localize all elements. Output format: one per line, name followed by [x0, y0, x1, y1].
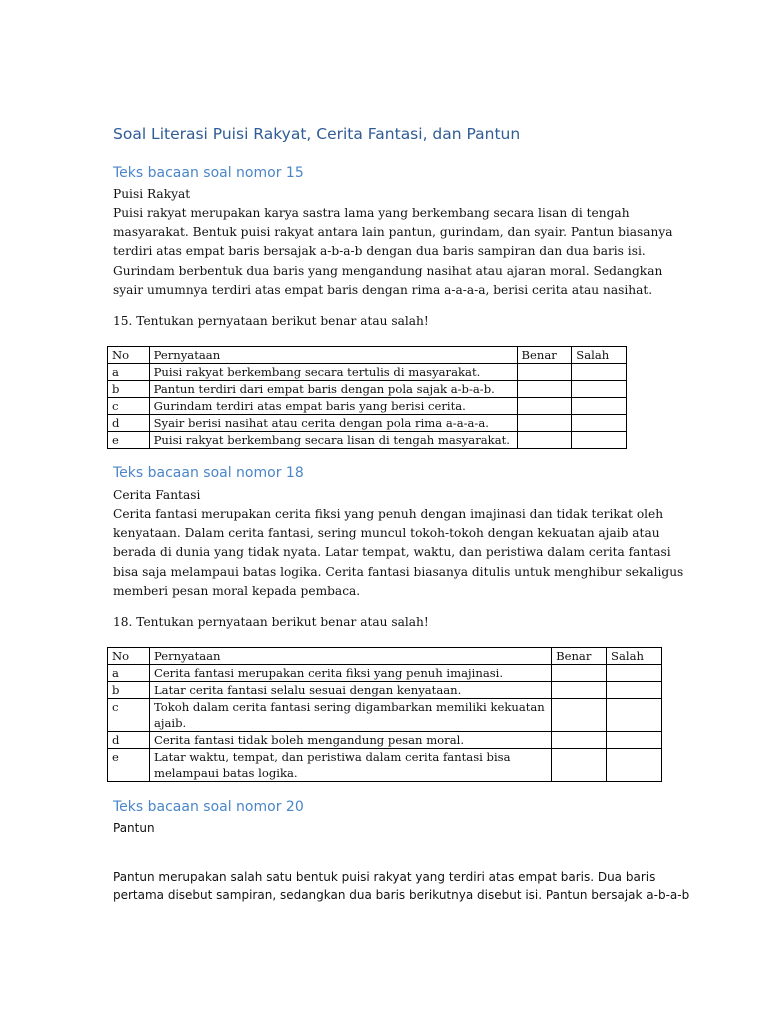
col-false-header: Salah: [572, 347, 627, 364]
table-row: [108, 682, 662, 699]
question-18-table: [107, 647, 662, 782]
section-20-subtitle: Pantun: [113, 821, 155, 835]
row-statement: Puisi rakyat berkembang secara lisan di tengah masyarakat.: [149, 432, 517, 449]
col-true-header: Benar: [517, 347, 572, 364]
section-15-paragraph: [113, 204, 673, 300]
false-cell[interactable]: [572, 398, 627, 415]
row-no: a: [108, 665, 150, 682]
false-cell[interactable]: [572, 432, 627, 449]
true-cell[interactable]: [552, 699, 607, 732]
false-cell[interactable]: [572, 415, 627, 432]
true-cell[interactable]: [517, 415, 572, 432]
paragraph-line: terdiri atas empat baris bersajak a-b-a-b dengan dua baris sampiran dan dua baris isi.: [113, 244, 646, 259]
paragraph-line: Pantun merupakan salah satu bentuk puisi rakyat yang terdiri atas empat baris. Dua baris: [113, 870, 656, 884]
false-cell[interactable]: [607, 682, 662, 699]
paragraph-line: berada di dunia yang tidak nyata. Latar tempat, waktu, dan peristiwa dalam cerita fantasi: [113, 545, 671, 560]
table-header-row: [108, 648, 662, 665]
table-header-row: [108, 347, 627, 364]
paragraph-line: bisa saja melampaui batas logika. Cerita fantasi biasanya ditulis untuk menghibur sekaligus: [113, 564, 684, 579]
section-20-heading: Teks bacaan soal nomor 20: [113, 799, 304, 815]
col-no-header: No: [108, 648, 150, 665]
row-no: c: [108, 398, 150, 415]
true-cell[interactable]: [517, 381, 572, 398]
paragraph-line: pertama disebut sampiran, sedangkan dua baris berikutnya disebut isi. Pantun bersajak a-b-a-b: [113, 888, 690, 902]
paragraph-line: Puisi rakyat merupakan karya sastra lama yang berkembang secara lisan di tengah: [113, 206, 630, 220]
true-cell[interactable]: [552, 665, 607, 682]
false-cell[interactable]: [607, 665, 662, 682]
paragraph-line: Gurindam berbentuk dua baris yang mengandung nasihat atau ajaran moral. Sedangkan: [113, 263, 663, 278]
table-row: [108, 381, 627, 398]
true-cell[interactable]: [517, 432, 572, 449]
paragraph-line: syair umumnya terdiri atas empat baris dengan rima a-a-a-a, berisi cerita atau nasihat.: [113, 282, 653, 297]
section-18-heading: Teks bacaan soal nomor 18: [113, 465, 304, 481]
table-row: [108, 699, 662, 732]
false-cell[interactable]: [607, 749, 662, 782]
paragraph-line: kenyataan. Dalam cerita fantasi, sering muncul tokoh-tokoh dengan kekuatan ajaib atau: [113, 526, 660, 541]
row-no: a: [108, 364, 150, 381]
true-cell[interactable]: [517, 364, 572, 381]
false-cell[interactable]: [572, 364, 627, 381]
question-18: 18. Tentukan pernyataan berikut benar atau salah!: [113, 615, 429, 629]
col-no-header: No: [108, 347, 150, 364]
row-statement: Cerita fantasi tidak boleh mengandung pesan moral.: [149, 732, 551, 749]
true-cell[interactable]: [552, 732, 607, 749]
table-row: [108, 398, 627, 415]
col-statement-header: Pernyataan: [149, 648, 551, 665]
question-15-table: [107, 346, 627, 449]
table-row: [108, 432, 627, 449]
false-cell[interactable]: [607, 732, 662, 749]
row-no: d: [108, 732, 150, 749]
row-statement: Pantun terdiri dari empat baris dengan pola sajak a-b-a-b.: [149, 381, 517, 398]
row-statement: Latar waktu, tempat, dan peristiwa dalam cerita fantasi bisa melampaui batas logika.: [149, 749, 551, 782]
section-20-paragraph: [113, 868, 689, 904]
col-false-header: Salah: [607, 648, 662, 665]
paragraph-line: memberi pesan moral kepada pembaca.: [113, 583, 361, 598]
section-18-paragraph: [113, 505, 683, 601]
row-no: b: [108, 381, 150, 398]
paragraph-line: Cerita fantasi merupakan cerita fiksi yang penuh dengan imajinasi dan tidak terikat oleh: [113, 507, 664, 521]
table-row: [108, 415, 627, 432]
true-cell[interactable]: [517, 398, 572, 415]
table-row: [108, 749, 662, 782]
false-cell[interactable]: [607, 699, 662, 732]
row-no: e: [108, 432, 150, 449]
row-statement: Cerita fantasi merupakan cerita fiksi yang penuh imajinasi.: [149, 665, 551, 682]
row-no: e: [108, 749, 150, 782]
row-no: b: [108, 682, 150, 699]
col-true-header: Benar: [552, 648, 607, 665]
true-cell[interactable]: [552, 749, 607, 782]
table-row: [108, 732, 662, 749]
section-15-subtitle: Puisi Rakyat: [113, 187, 191, 201]
false-cell[interactable]: [572, 381, 627, 398]
document-title: Soal Literasi Puisi Rakyat, Cerita Fantasi, dan Pantun: [113, 125, 521, 143]
true-cell[interactable]: [552, 682, 607, 699]
row-statement: Puisi rakyat berkembang secara tertulis di masyarakat.: [149, 364, 517, 381]
section-15-heading: Teks bacaan soal nomor 15: [113, 165, 304, 181]
row-statement: Tokoh dalam cerita fantasi sering digambarkan memiliki kekuatan ajaib.: [149, 699, 551, 732]
row-no: d: [108, 415, 150, 432]
paragraph-line: masyarakat. Bentuk puisi rakyat antara lain pantun, gurindam, dan syair. Pantun biasanya: [113, 225, 673, 240]
col-statement-header: Pernyataan: [149, 347, 517, 364]
row-statement: Syair berisi nasihat atau cerita dengan pola rima a-a-a-a.: [149, 415, 517, 432]
table-row: [108, 665, 662, 682]
row-no: c: [108, 699, 150, 732]
row-statement: Latar cerita fantasi selalu sesuai dengan kenyataan.: [149, 682, 551, 699]
table-row: [108, 364, 627, 381]
row-statement: Gurindam terdiri atas empat baris yang berisi cerita.: [149, 398, 517, 415]
question-15: 15. Tentukan pernyataan berikut benar atau salah!: [113, 314, 429, 328]
section-18-subtitle: Cerita Fantasi: [113, 488, 201, 502]
